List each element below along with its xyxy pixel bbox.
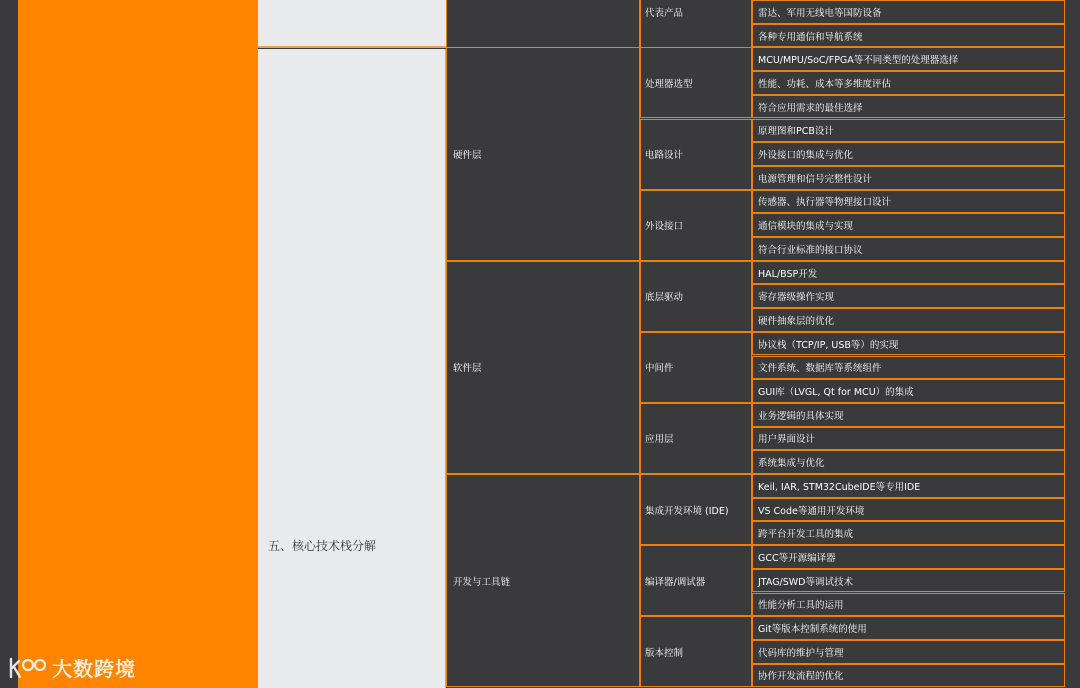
leaf-cell: 性能分析工具的运用 xyxy=(752,593,1065,617)
layer-cell: 硬件层 xyxy=(446,47,640,260)
root-label: 五、核心技术栈分解 xyxy=(268,539,377,553)
brand-logo-icon xyxy=(8,655,48,681)
group-cell: 处理器选型 xyxy=(640,47,752,118)
leaf-cell: 传感器、执行器等物理接口设计 xyxy=(752,190,1065,214)
group-cell: 电路设计 xyxy=(640,119,752,190)
leaf-cell: 代码库的维护与管理 xyxy=(752,640,1065,664)
leaf-cell: 跨平台开发工具的集成 xyxy=(752,521,1065,545)
layer-cell: 软件层 xyxy=(446,261,640,474)
orange-side-block xyxy=(18,0,258,688)
leaf-cell: 原理图和PCB设计 xyxy=(752,119,1065,143)
leaf-cell: GCC等开源编译器 xyxy=(752,545,1065,569)
leaf-cell: 业务逻辑的具体实现 xyxy=(752,403,1065,427)
leaf-cell: 系统集成与优化 xyxy=(752,450,1065,474)
leaf-cell: 协作开发流程的优化 xyxy=(752,664,1065,688)
leaf-cell: 电源管理和信号完整性设计 xyxy=(752,166,1065,190)
leaf-cell: 用户界面设计 xyxy=(752,427,1065,451)
group-cell: 应用层 xyxy=(640,403,752,474)
leaf-cell: Keil, IAR, STM32CubeIDE等专用IDE xyxy=(752,474,1065,498)
group-cell: 集成开发环境 (IDE) xyxy=(640,474,752,545)
layer-cell-previous xyxy=(446,0,640,48)
leaf-cell: 各种专用通信和导航系统 xyxy=(752,24,1065,48)
leaf-cell: JTAG/SWD等调试技术 xyxy=(752,569,1065,593)
leaf-cell: VS Code等通用开发环境 xyxy=(752,498,1065,522)
leaf-cell: HAL/BSP开发 xyxy=(752,261,1065,285)
leaf-cell: GUI库（LVGL, Qt for MCU）的集成 xyxy=(752,379,1065,403)
leaf-cell: 寄存器级操作实现 xyxy=(752,284,1065,308)
group-cell: 版本控制 xyxy=(640,616,752,687)
group-cell: 代表产品 xyxy=(640,0,752,48)
leaf-cell: 性能、功耗、成本等多维度评估 xyxy=(752,71,1065,95)
leaf-cell: 通信模块的集成与实现 xyxy=(752,213,1065,237)
leaf-cell: 协议栈（TCP/IP, USB等）的实现 xyxy=(752,332,1065,356)
group-cell: 底层驱动 xyxy=(640,261,752,332)
watermark xyxy=(8,653,136,682)
leaf-cell: 文件系统、数据库等系统组件 xyxy=(752,356,1065,380)
leaf-cell: 雷达、军用无线电等国防设备 xyxy=(752,0,1065,24)
root-cell xyxy=(258,49,446,688)
group-cell: 中间件 xyxy=(640,332,752,403)
leaf-cell: MCU/MPU/SoC/FPGA等不同类型的处理器选择 xyxy=(752,47,1065,71)
leaf-cell: 符合应用需求的最佳选择 xyxy=(752,95,1065,119)
layer-cell: 开发与工具链 xyxy=(446,474,640,687)
group-cell: 外设接口 xyxy=(640,190,752,261)
leaf-cell: 外设接口的集成与优化 xyxy=(752,142,1065,166)
leaf-cell: Git等版本控制系统的使用 xyxy=(752,616,1065,640)
leaf-cell: 符合行业标准的接口协议 xyxy=(752,237,1065,261)
leaf-cell: 硬件抽象层的优化 xyxy=(752,308,1065,332)
group-cell: 编译器/调试器 xyxy=(640,545,752,616)
previous-root-cell xyxy=(258,0,446,48)
watermark-text: 大数跨境 xyxy=(52,657,136,681)
